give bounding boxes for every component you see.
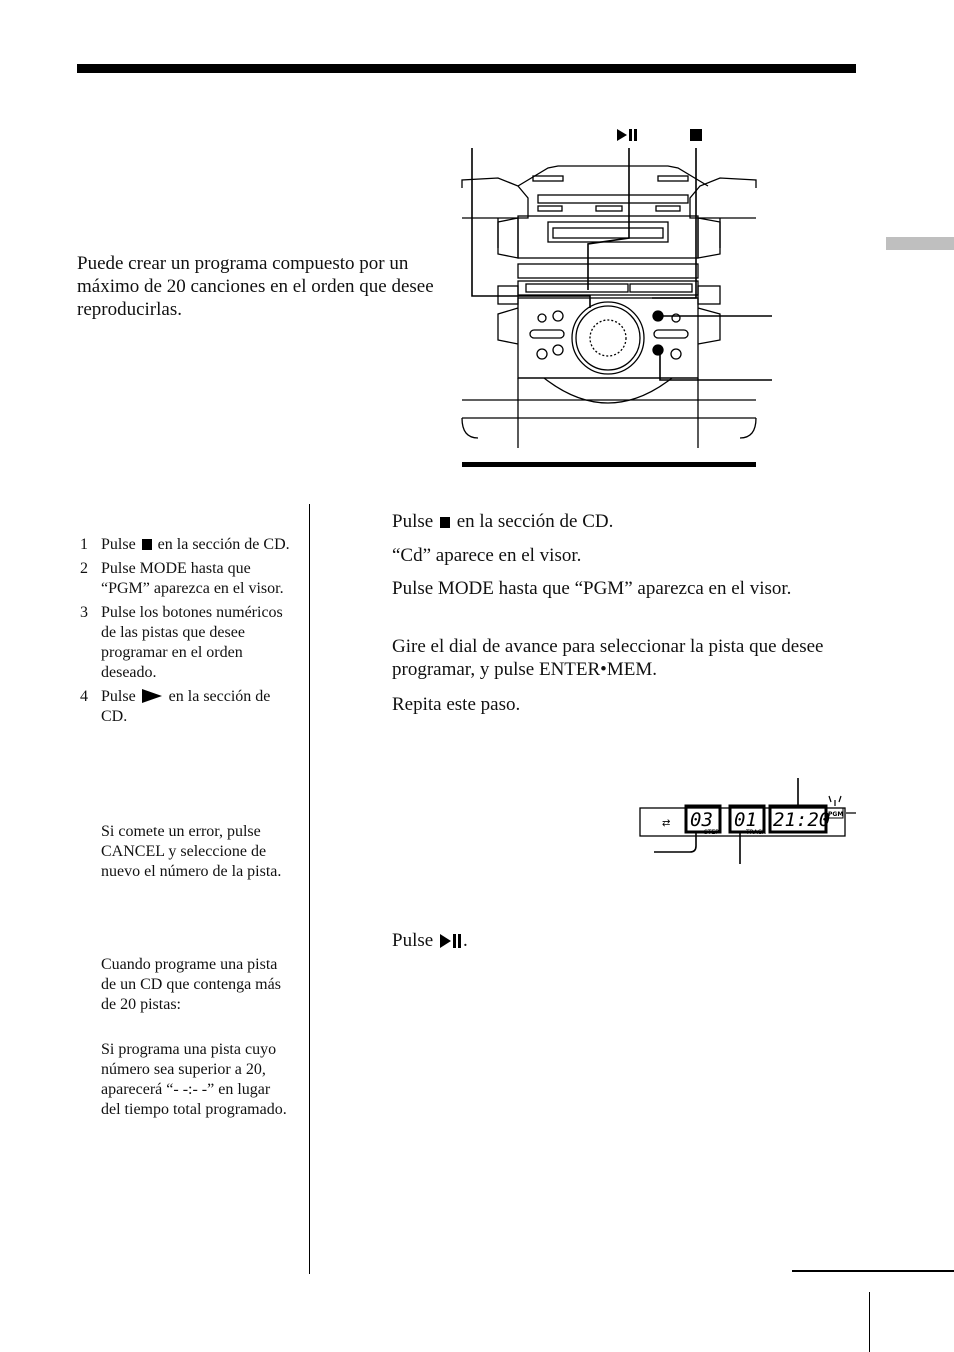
sidebar-step-2 — [80, 559, 300, 599]
top-rule — [77, 64, 856, 73]
repeat-icon: ⇄ — [662, 818, 671, 829]
lcd-display-illustration — [620, 776, 866, 866]
play-pause-icon — [440, 934, 461, 948]
step-value: 03 — [690, 809, 713, 831]
stop-icon — [690, 129, 702, 141]
text: . — [462, 930, 468, 951]
main-step-2: Pulse MODE hasta que “PGM” aparezca en el visor. — [392, 578, 792, 599]
main-step-4 — [392, 929, 862, 952]
main-step-1 — [392, 510, 862, 533]
step-number: 2 — [80, 560, 88, 577]
sidebar-step-4 — [80, 687, 300, 727]
track-label: TRACK — [746, 829, 766, 836]
play-pause-icon — [617, 129, 637, 141]
step-text: en la sección de CD. — [157, 536, 290, 553]
footer-rule — [792, 1270, 954, 1272]
over20-intro: Cuando programe una pista de un CD que contenga más de 20 pistas: — [101, 956, 281, 1013]
step-number: 1 — [80, 536, 88, 553]
column-divider — [309, 504, 310, 1274]
stop-icon — [142, 539, 152, 550]
stop-icon — [440, 517, 450, 528]
footer-divider — [869, 1292, 870, 1352]
step-number: 4 — [80, 688, 88, 705]
step-text: Pulse MODE hasta que “PGM” aparezca en el visor. — [101, 560, 284, 597]
main-step-1-result: “Cd” aparece en el visor. — [392, 545, 582, 566]
time-value: 21:20 — [773, 809, 831, 831]
section-tab — [886, 237, 954, 250]
text: Pulse — [392, 930, 434, 951]
sidebar-steps — [80, 535, 300, 731]
step-text: Pulse — [101, 688, 136, 705]
error-note: Si comete un error, pulse CANCEL y seleccione de nuevo el número de la pista. — [101, 823, 282, 880]
step-text: Pulse los botones numéricos de las pistas que desee programar en el orden deseado. — [101, 604, 283, 681]
pgm-indicator: PGM — [828, 811, 844, 818]
track-value: 01 — [734, 809, 757, 831]
main-step-3-repeat: Repita este paso. — [392, 694, 521, 715]
step-text: Pulse — [101, 536, 136, 553]
text: en la sección de CD. — [456, 511, 614, 532]
main-step-3: Gire el dial de avance para seleccionar la pista que desee programar, y pulse ENTER•MEM. — [392, 636, 824, 680]
play-icon — [142, 689, 162, 703]
sidebar-step-3 — [80, 603, 300, 683]
step-text: en la sección de CD. — [101, 688, 271, 725]
text: Pulse — [392, 511, 434, 532]
step-number: 3 — [80, 604, 88, 621]
over20-text: Si programa una pista cuyo número sea superior a 20, aparecerá “- -:- -” en lugar del tiempo total programado. — [101, 1041, 287, 1118]
intro-paragraph: Puede crear un programa compuesto por un máximo de 20 canciones en el orden que desee reproducirlas. — [77, 253, 434, 320]
step-label: STEP — [704, 829, 719, 836]
sidebar-step-1 — [80, 535, 300, 555]
stereo-illustration — [458, 118, 780, 474]
